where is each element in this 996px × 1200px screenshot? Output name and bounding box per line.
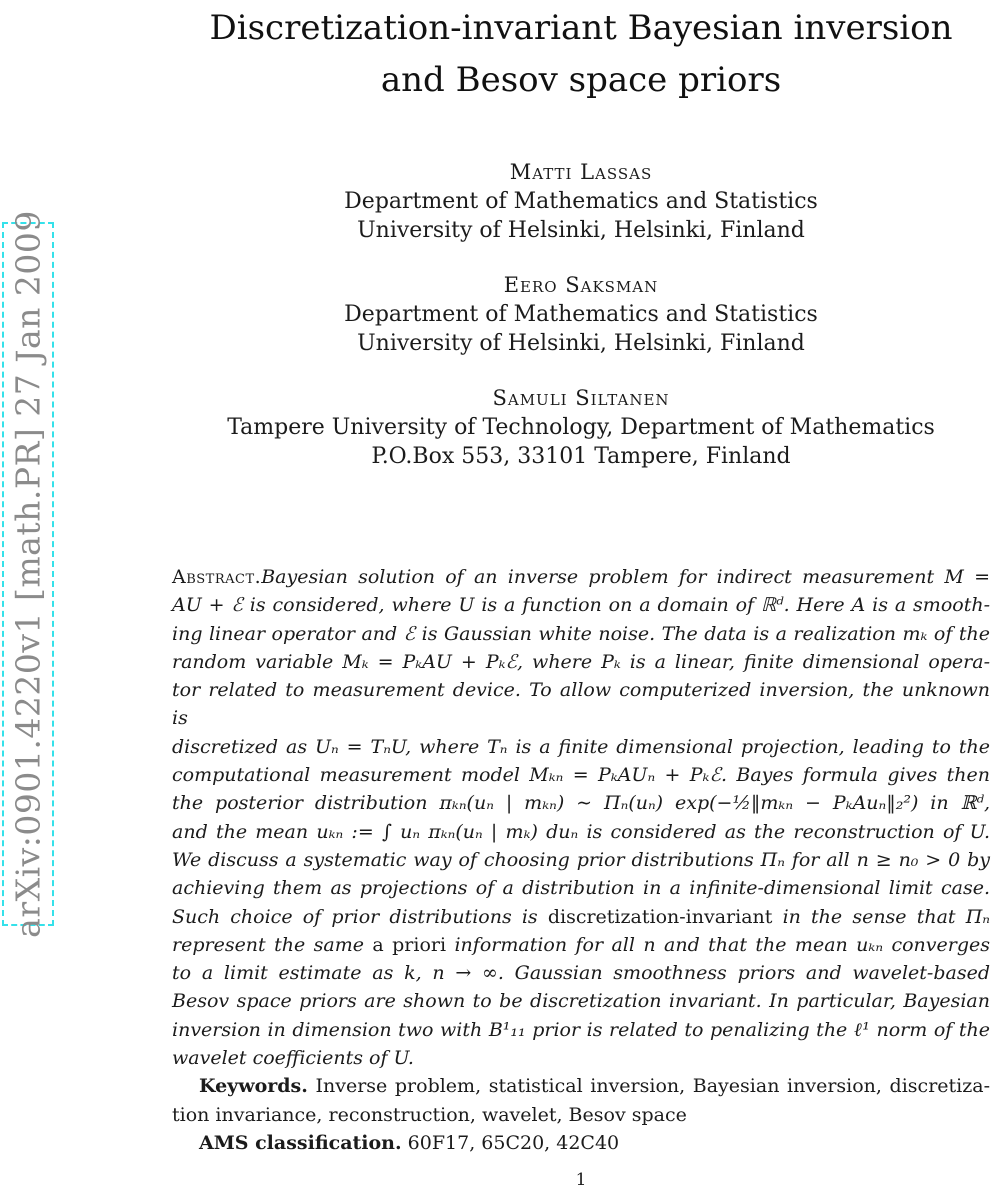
title-line-2: and Besov space priors bbox=[380, 60, 782, 100]
arxiv-watermark bbox=[2, 210, 54, 938]
abstract-line: Such choice of prior distributions is discretization-invariant in the sense that Πₙ bbox=[172, 905, 990, 928]
author-name: Matti Lassas bbox=[509, 160, 653, 184]
abstract-line: achieving them as projections of a distribution in a infinite-dimensional limit case. bbox=[172, 877, 990, 900]
abstract-line: the posterior distribution πₖₙ(uₙ | mₖₙ) ∼ Πₙ(uₙ) exp(−½‖mₖₙ − PₖAuₙ‖₂²) in ℝᵈ, bbox=[172, 792, 990, 815]
author-block-3 bbox=[172, 384, 990, 471]
abstract-line: and the mean uₖₙ := ∫ uₙ πₖₙ(uₙ | mₖ) duₙ is considered as the reconstruction of U. bbox=[172, 820, 990, 843]
ams-classification bbox=[172, 1129, 990, 1157]
keywords-line bbox=[172, 1072, 990, 1100]
abstract-line: ing linear operator and ℰ is Gaussian white noise. The data is a realization mₖ of the bbox=[172, 622, 990, 645]
abstract-line: wavelet coefficients of U. bbox=[172, 1047, 414, 1070]
keywords-text: Inverse problem, statistical inversion, Bayesian inversion, discretiza- bbox=[315, 1075, 990, 1098]
keywords-continued: tion invariance, reconstruction, wavelet, Besov space bbox=[172, 1103, 687, 1126]
author-name: Eero Saksman bbox=[503, 273, 659, 297]
author-affiliation: University of Helsinki, Helsinki, Finland bbox=[357, 331, 805, 356]
abstract-line: We discuss a systematic way of choosing prior distributions Πₙ for all n ≥ n₀ > 0 by bbox=[172, 848, 990, 871]
author-block-1 bbox=[172, 158, 990, 245]
paper-title bbox=[172, 2, 990, 106]
author-block-2 bbox=[172, 271, 990, 358]
arxiv-watermark-text: arXiv:0901.4220v1 [math.PR] 27 Jan 2009 bbox=[8, 210, 48, 938]
abstract-line: Abstract.Bayesian solution of an inverse problem for indirect measurement M = bbox=[172, 566, 990, 588]
abstract-line: inversion in dimension two with B¹₁₁ prior is related to penalizing the ℓ¹ norm of the bbox=[172, 1018, 990, 1041]
keywords-label: Keywords. bbox=[199, 1075, 308, 1098]
title-line-1: Discretization-invariant Bayesian inversion bbox=[209, 8, 953, 48]
abstract-line: computational measurement model Mₖₙ = PₖAUₙ + Pₖℰ. Bayes formula gives then bbox=[172, 764, 990, 787]
paper-content bbox=[172, 0, 990, 1190]
ams-values: 60F17, 65C20, 42C40 bbox=[407, 1131, 620, 1154]
abstract-line: represent the same a priori information for all n and that the mean uₖₙ converges bbox=[172, 933, 990, 956]
abstract-line: to a limit estimate as k, n → ∞. Gaussian smoothness priors and wavelet-based bbox=[172, 962, 990, 985]
abstract-line: random variable Mₖ = PₖAU + Pₖℰ, where Pₖ is a linear, finite dimensional opera- bbox=[172, 650, 990, 673]
abstract-line: Besov space priors are shown to be discretization invariant. In particular, Bayesian bbox=[172, 990, 990, 1013]
author-affiliation: University of Helsinki, Helsinki, Finland bbox=[357, 218, 805, 243]
authors-section bbox=[172, 158, 990, 471]
author-affiliation: Department of Mathematics and Statistics bbox=[344, 302, 818, 327]
abstract-body bbox=[172, 563, 990, 1072]
author-affiliation: Tampere University of Technology, Department of Mathematics bbox=[227, 415, 935, 440]
abstract-line: discretized as Uₙ = TₙU, where Tₙ is a finite dimensional projection, leading to the bbox=[172, 735, 990, 758]
author-affiliation: Department of Mathematics and Statistics bbox=[344, 189, 818, 214]
author-name: Samuli Siltanen bbox=[492, 386, 670, 410]
page-number: 1 bbox=[575, 1170, 587, 1190]
abstract-section bbox=[172, 563, 990, 1157]
abstract-line: tor related to measurement device. To allow computerized inversion, the unknown is bbox=[172, 679, 990, 730]
ams-label: AMS classification. bbox=[199, 1131, 402, 1154]
abstract-line: AU + ℰ is considered, where U is a function on a domain of ℝᵈ. Here A is a smooth- bbox=[172, 594, 990, 617]
author-affiliation: P.O.Box 553, 33101 Tampere, Finland bbox=[371, 444, 791, 469]
